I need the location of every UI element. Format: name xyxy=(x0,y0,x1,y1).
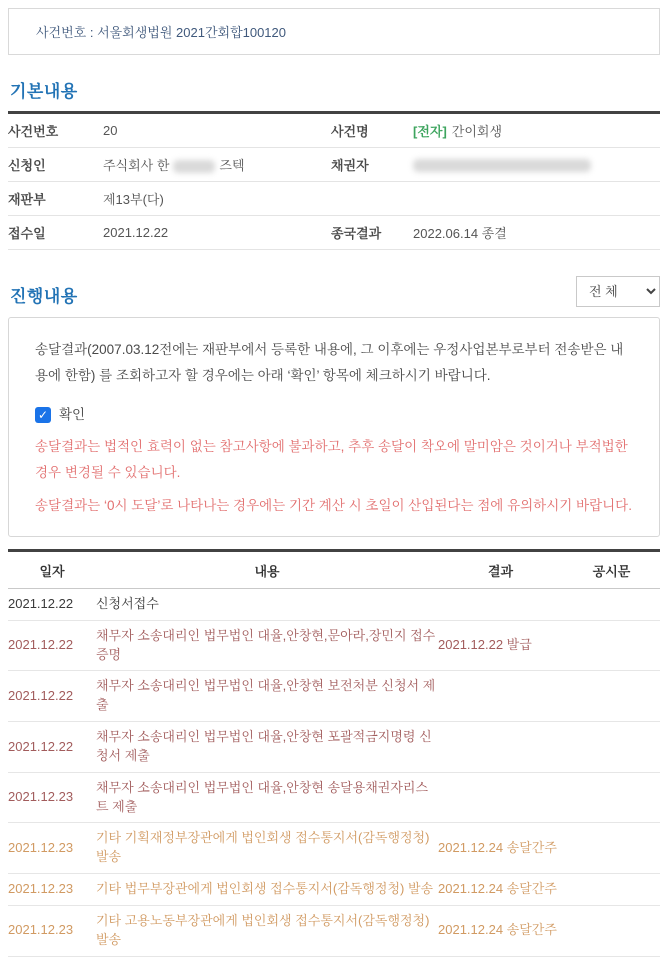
basic-value-panel: 제13부(다) xyxy=(103,182,331,216)
progress-section-header xyxy=(10,276,660,307)
progress-row xyxy=(8,772,660,823)
basic-row-case-number xyxy=(8,113,660,148)
progress-row xyxy=(8,823,660,874)
basic-row-panel xyxy=(8,182,660,216)
header-doc: 공시문 xyxy=(563,550,660,588)
progress-section-title: 진행내용 xyxy=(10,287,78,306)
basic-info-table xyxy=(8,111,660,250)
electronic-tag: [전자] xyxy=(413,124,447,139)
header-result: 결과 xyxy=(438,550,563,588)
row-result xyxy=(438,772,563,823)
basic-value-case-number: 20 xyxy=(103,113,331,148)
row-date: 2021.12.23 xyxy=(8,906,96,957)
applicant-prefix: 주식회사 한 xyxy=(103,158,170,173)
row-result: 2021.12.24 송달간주 xyxy=(438,874,563,906)
row-date: 2021.12.22 xyxy=(8,722,96,773)
progress-row xyxy=(8,620,660,671)
progress-row xyxy=(8,906,660,957)
basic-label-applicant: 신청인 xyxy=(8,148,103,182)
progress-row xyxy=(8,588,660,620)
row-doc xyxy=(563,823,660,874)
row-date: 2021.12.23 xyxy=(8,772,96,823)
row-date: 2021.12.22 xyxy=(8,620,96,671)
row-doc xyxy=(563,722,660,773)
row-content: 채무자 소송대리인 법무법인 대율,안창현 포괄적금지명령 신청서 제출 xyxy=(96,722,438,773)
row-content: 채무자 소송대리인 법무법인 대율,안창현 송달용채권자리스트 제출 xyxy=(96,772,438,823)
progress-row xyxy=(8,874,660,906)
basic-value-creditor xyxy=(413,148,660,182)
basic-label-case-number: 사건번호 xyxy=(8,113,103,148)
row-result xyxy=(438,722,563,773)
basic-value-filing-date: 2021.12.22 xyxy=(103,216,331,250)
progress-filter-select[interactable] xyxy=(576,276,660,307)
row-content: 기타 기획재정부장관에게 법인회생 접수통지서(감독행정청) 발송 xyxy=(96,823,438,874)
row-result xyxy=(438,671,563,722)
basic-label-creditor: 채권자 xyxy=(331,148,413,182)
basic-label-final-result: 종국결과 xyxy=(331,216,413,250)
row-date: 2021.12.23 xyxy=(8,874,96,906)
redacted-creditor-name xyxy=(413,159,591,172)
delivery-warning-1: 송달결과는 법적인 효력이 없는 참고사항에 불과하고, 추후 송달이 착오에 말미암은 것이거나 부적법한 경우 변경될 수 있습니다. xyxy=(35,438,628,481)
delivery-notice-box xyxy=(8,317,660,537)
basic-section-title: 기본내용 xyxy=(10,82,78,101)
basic-row-applicant xyxy=(8,148,660,182)
confirm-checkbox[interactable]: ✓ xyxy=(35,407,51,423)
row-doc xyxy=(563,772,660,823)
progress-row xyxy=(8,722,660,773)
basic-value-final-result: 2022.06.14 종결 xyxy=(413,216,660,250)
basic-row-filing-date xyxy=(8,216,660,250)
progress-row xyxy=(8,671,660,722)
row-date: 2021.12.22 xyxy=(8,671,96,722)
basic-value-case-name xyxy=(413,113,660,148)
row-result: 2021.12.24 송달간주 xyxy=(438,823,563,874)
case-number-text: 사건번호 : 서울회생법원 2021간회합100120 xyxy=(36,25,287,40)
row-content: 기타 고용노동부장관에게 법인회생 접수통지서(감독행정청) 발송 xyxy=(96,906,438,957)
row-content: 채무자 소송대리인 법무법인 대율,안창현 보전처분 신청서 제출 xyxy=(96,671,438,722)
row-content: 기타 법무부장관에게 법인회생 접수통지서(감독행정청) 발송 xyxy=(96,874,438,906)
redacted-applicant-name xyxy=(173,160,215,173)
basic-label-empty xyxy=(331,182,413,216)
basic-label-filing-date: 접수일 xyxy=(8,216,103,250)
row-doc xyxy=(563,671,660,722)
confirm-checkbox-label: 확인 xyxy=(59,406,86,422)
row-doc xyxy=(563,874,660,906)
row-result: 2021.12.24 송달간주 xyxy=(438,906,563,957)
case-name-text: 간이회생 xyxy=(451,124,503,139)
header-content: 내용 xyxy=(96,550,438,588)
row-date: 2021.12.22 xyxy=(8,588,96,620)
row-doc xyxy=(563,906,660,957)
basic-label-case-name: 사건명 xyxy=(331,113,413,148)
case-number-banner xyxy=(8,8,660,55)
progress-table xyxy=(8,549,660,957)
delivery-notice-text: 송달결과(2007.03.12전에는 재판부에서 등록한 내용에, 그 이후에는 우정사업본부로부터 전송받은 내용에 한함) 를 조회하고자 할 경우에는 아래 ‘확인’ 항목에 체크하시기 바랍니다. xyxy=(35,342,624,384)
row-result: 2021.12.22 발급 xyxy=(438,620,563,671)
progress-table-header-row xyxy=(8,550,660,588)
applicant-suffix: 즈텍 xyxy=(219,158,245,173)
header-date: 일자 xyxy=(8,550,96,588)
row-content: 채무자 소송대리인 법무법인 대율,안창현,문아라,장민지 접수증명 xyxy=(96,620,438,671)
basic-value-applicant xyxy=(103,148,331,182)
row-content: 신청서접수 xyxy=(96,588,438,620)
confirm-checkbox-row xyxy=(35,402,633,428)
row-doc xyxy=(563,588,660,620)
row-doc xyxy=(563,620,660,671)
row-date: 2021.12.23 xyxy=(8,823,96,874)
basic-label-panel: 재판부 xyxy=(8,182,103,216)
delivery-warning-2: 송달결과는 ‘0시 도달’로 나타나는 경우에는 기간 계산 시 초일이 산입된다는 점에 유의하시기 바랍니다. xyxy=(35,497,632,513)
row-result xyxy=(438,588,563,620)
